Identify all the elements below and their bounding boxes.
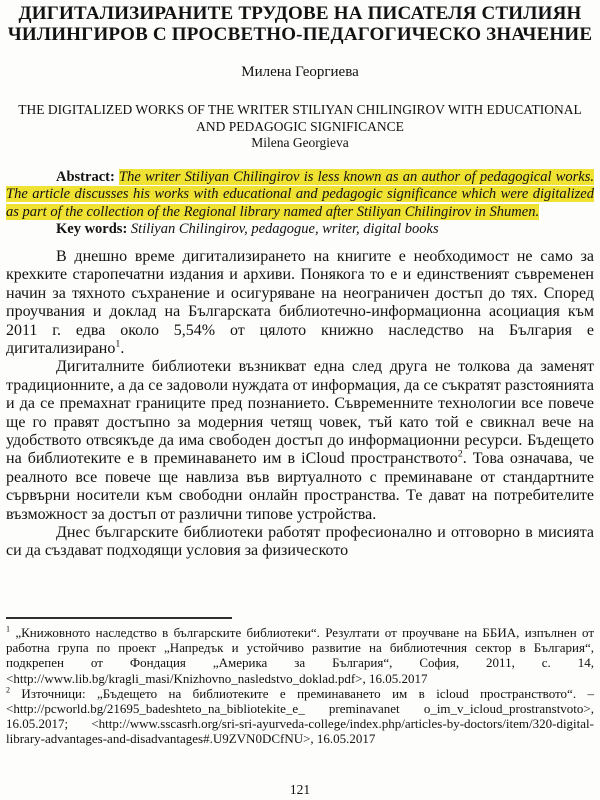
abstract-paragraph xyxy=(6,169,594,222)
footnote: $^1$ „Книжовното наследство в българските библиотеки“. Резултати от проучване на ББИА, изпълнен от работна група по проект „Напредък и устойчиво развитие на библиотечния сектор в България“, подкрепен от Фондация „Америка за България“, София, 2011, с. 14, <http://www.lib.bg/kragli_masi/Knizhovno_nasledstvo_doklad.pdf>, 16.05.2017 xyxy=(6,624,594,686)
author-name-english: Milena Georgieva xyxy=(251,135,349,150)
body-paragraph: В днешно време дигитализирането на книгите е необходимост не само за крехките старопечатни издания и архиви. Понякога то е и единственият съвременен начин за тяхното съхранение и осигуряване на неограничен достъп до тях. Според проучвания и доклад на Българската библиотечно-информационна асоциация към 2011 г. едва около 5,54% от цялото книжно наследство на България е дигитализирано$^1$. xyxy=(6,247,594,357)
page-number: 121 xyxy=(289,782,311,797)
abstract-text: The writer Stiliyan Chilingirov is less known as an author of pedagogical works. The article discusses his works with educational and pedagogic significance which were digitalized as part of the collection of the Regional library named after Stiliyan Chilingirov in Shumen. xyxy=(6,168,594,220)
article-body xyxy=(6,248,594,600)
keywords-label: Key words: xyxy=(56,221,128,238)
article-title-bulgarian: ДИГИТАЛИЗИРАНИТЕ ТРУДОВЕ НА ПИСАТЕЛЯ СТИЛИЯН ЧИЛИНГИРОВ С ПРОСВЕТНО-ПЕДАГОГИЧЕСКО ЗНАЧЕНИЕ xyxy=(7,3,593,45)
article-title-english: THE DIGITALIZED WORKS OF THE WRITER STILIYAN CHILINGIROV WITH EDUCATIONAL AND PEDAGOGIC SIGNIFICANCE xyxy=(18,102,582,134)
keywords-text: Stiliyan Chilingirov, pedagogue, writer, digital books xyxy=(130,221,439,238)
footnote-reference: 2 xyxy=(6,685,11,695)
abstract-label: Abstract: xyxy=(56,168,115,185)
keywords-paragraph xyxy=(6,221,594,239)
footnote-reference: 1 xyxy=(6,624,11,634)
footnote: $^2$ Източници: „Бъдещето на библиотеките е преминаването им в icloud пространството“. – <http://pcworld.bg/21695_badeshteto_na_bibliotekite_e_ preminavanet o_im_v_icloud_prostranstvoto>, 16.05.2017; <http://www.sscasrh.org/sri-sri-ayurveda-college/index.php/articles-by-doctors/item/320-digital-library-advantages-and-disadvantages#.U9ZVN0DCfNU>, 16.05.2017 xyxy=(6,685,594,747)
body-paragraph: Дигиталните библиотеки възникват една след друга не толкова да заменят традиционните, а да се задоволи нуждата от информация, да се съкратят разстоянията и да се премахнат границите пред познанието. Съвременните технологии все повече ще го правят достъпно за модерния четящ човек, тъй като той е свикнал вече на удобството отвсякъде да има свободен достъп до информационни ресурси. Бъдещето на библиотеките е в преминаването им в iCloud пространството$^2$. Това означава, че реалното все повече ще навлиза във виртуалното с преминаване от стандартните сървърни носители към свободни онлайн пространства. Те дават на потребителите възможност за достъп от различни типове устройства. xyxy=(6,358,594,523)
footnote-reference: 1 xyxy=(115,338,121,350)
body-paragraph: Днес българските библиотеки работят професионално и отговорно в мисията си да създават подходящи условия за физическото xyxy=(6,523,594,560)
footnotes xyxy=(6,625,594,747)
footnote-reference: 2 xyxy=(457,449,463,461)
footnote-region xyxy=(6,617,594,747)
footnote-separator-rule xyxy=(6,617,232,619)
author-name-bulgarian: Милена Георгиева xyxy=(241,64,359,80)
